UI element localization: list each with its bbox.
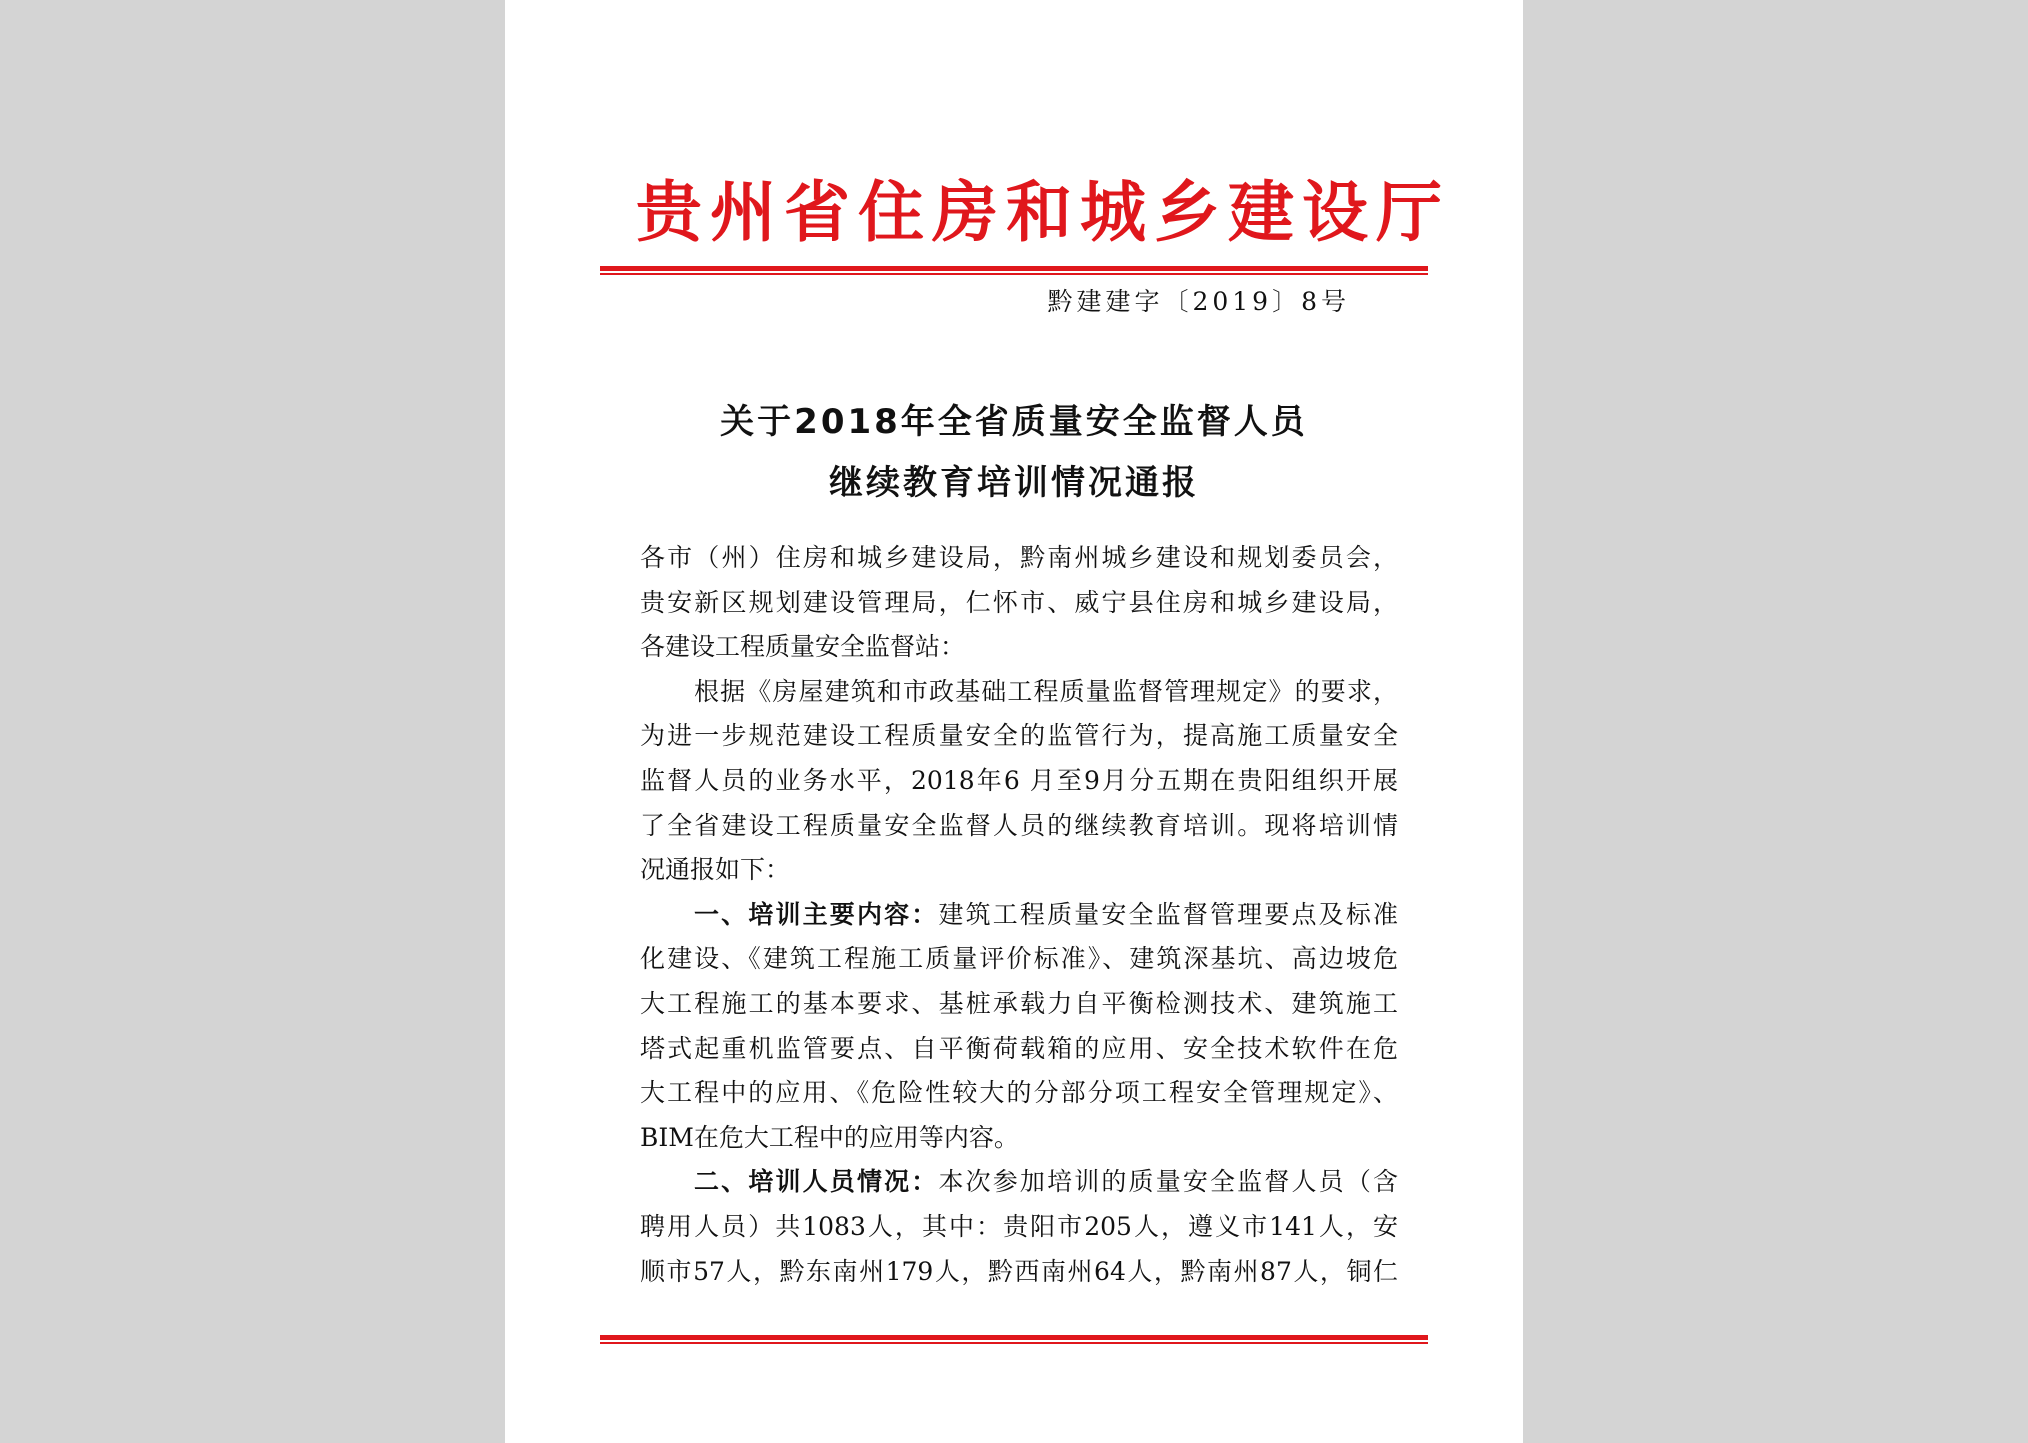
section1-line: 大工程中的应用、《危险性较大的分部分项工程安全管理规定》、 <box>640 1078 1398 1108</box>
intro-line: 监督人员的业务水平，2018年6 月至9月分五期在贵阳组织开展 <box>640 765 1398 795</box>
section1-line: 塔式起重机监管要点、自平衡荷载箱的应用、安全技术软件在危 <box>640 1033 1398 1063</box>
section1-line: BIM在危大工程中的应用等内容。 <box>640 1122 1019 1152</box>
address-line: 各市（州）住房和城乡建设局，黔南州城乡建设和规划委员会， <box>640 543 1398 572</box>
section1-first-line <box>640 893 1398 938</box>
document-number: 黔建建字〔2019〕8号 <box>1047 287 1350 316</box>
section1-line: 化建设、《建筑工程施工质量评价标准》、建筑深基坑、高边坡危 <box>640 944 1398 974</box>
intro-line: 了全省建设工程质量安全监督人员的继续教育培训。现将培训情 <box>640 810 1398 840</box>
intro-line: 况通报如下： <box>640 855 791 885</box>
address-line: 各建设工程质量安全监督站： <box>640 632 966 662</box>
section2-first-line <box>640 1160 1398 1205</box>
section1-heading: 一、培训主要内容： <box>694 899 939 929</box>
section2-first-text: 本次参加培训的质量安全监督人员（含 <box>938 1167 1398 1197</box>
section2-heading: 二、培训人员情况： <box>694 1167 939 1197</box>
section2-line: 顺市57人，黔东南州179人，黔西南州64人，黔南州87人，铜仁 <box>640 1256 1398 1286</box>
header-rule-thick <box>600 266 1428 271</box>
intro-line: 为进一步规范建设工程质量安全的监管行为，提高施工质量安全 <box>640 721 1398 751</box>
title-line-1: 关于2018年全省质量安全监督人员 <box>720 402 1308 442</box>
section1-first-text: 建筑工程质量安全监督管理要点及标准 <box>938 899 1398 929</box>
title-line-2: 继续教育培训情况通报 <box>829 463 1199 503</box>
document-body <box>640 536 1398 1294</box>
header-rule-thin <box>600 273 1428 275</box>
section1-line: 大工程施工的基本要求、基桩承载力自平衡检测技术、建筑施工 <box>640 988 1398 1018</box>
intro-line: 根据《房屋建筑和市政基础工程质量监督管理规定》的要求， <box>694 676 1398 706</box>
footer-rule-thin <box>600 1342 1428 1344</box>
footer-rule-thick <box>600 1335 1428 1340</box>
section2-line: 聘用人员）共1083人，其中：贵阳市205人，遵义市141人，安 <box>640 1211 1398 1241</box>
agency-masthead: 贵州省住房和城乡建设厅 <box>636 173 1450 251</box>
address-line: 贵安新区规划建设管理局，仁怀市、威宁县住房和城乡建设局， <box>640 587 1398 617</box>
